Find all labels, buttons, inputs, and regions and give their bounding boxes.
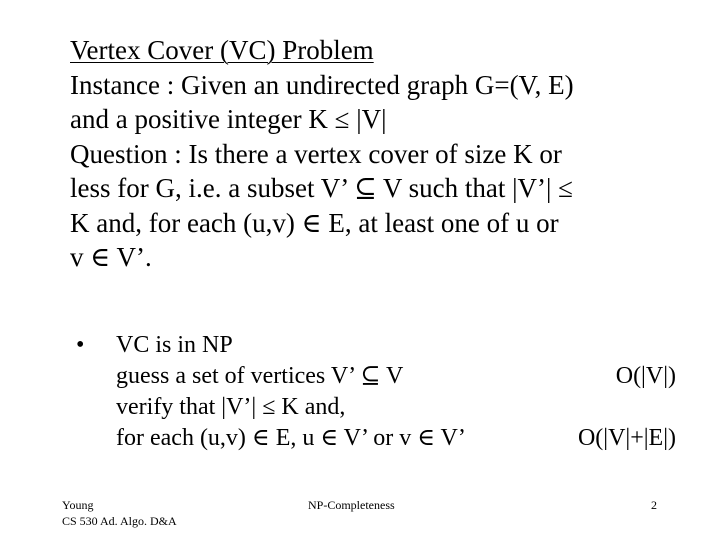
- step-text: for each (u,v) ∈ E, u ∈ V’ or v ∈ V’: [116, 425, 466, 451]
- definition-line: Instance : Given an undirected graph G=(V, E): [70, 69, 574, 100]
- definition-line: Question : Is there a vertex cover of size K or: [70, 138, 562, 169]
- step-text: guess a set of vertices V’ ⊆ V: [116, 363, 404, 389]
- footer-course: CS 530 Ad. Algo. D&A: [62, 514, 177, 528]
- bullet-heading: VC is in NP: [116, 332, 233, 358]
- definition-line: v ∈ V’.: [70, 242, 152, 272]
- bullet-step-row: [76, 361, 676, 392]
- bullet-step-row: [76, 423, 676, 454]
- step-text: verify that |V’| ≤ K and,: [116, 394, 346, 420]
- np-membership-bullet: [76, 330, 676, 454]
- page-number: 2: [651, 498, 657, 512]
- bullet-heading-row: [76, 330, 676, 361]
- definition-line: and a positive integer K ≤ |V|: [70, 104, 387, 134]
- bullet-marker: •: [76, 332, 85, 358]
- footer-author-course: [62, 497, 177, 529]
- bullet-step-row: [76, 392, 676, 423]
- footer-author: Young: [62, 498, 94, 512]
- problem-definition: [70, 33, 690, 275]
- step-complexity: O(|V|+|E|): [577, 425, 676, 451]
- slide-title: Vertex Cover (VC) Problem: [70, 35, 374, 65]
- footer-topic: NP-Completeness: [308, 498, 395, 512]
- definition-line: less for G, i.e. a subset V’ ⊆ V such that |V’| ≤: [70, 173, 573, 203]
- step-complexity: O(|V|): [615, 363, 676, 389]
- definition-line: K and, for each (u,v) ∈ E, at least one of u or: [70, 207, 559, 238]
